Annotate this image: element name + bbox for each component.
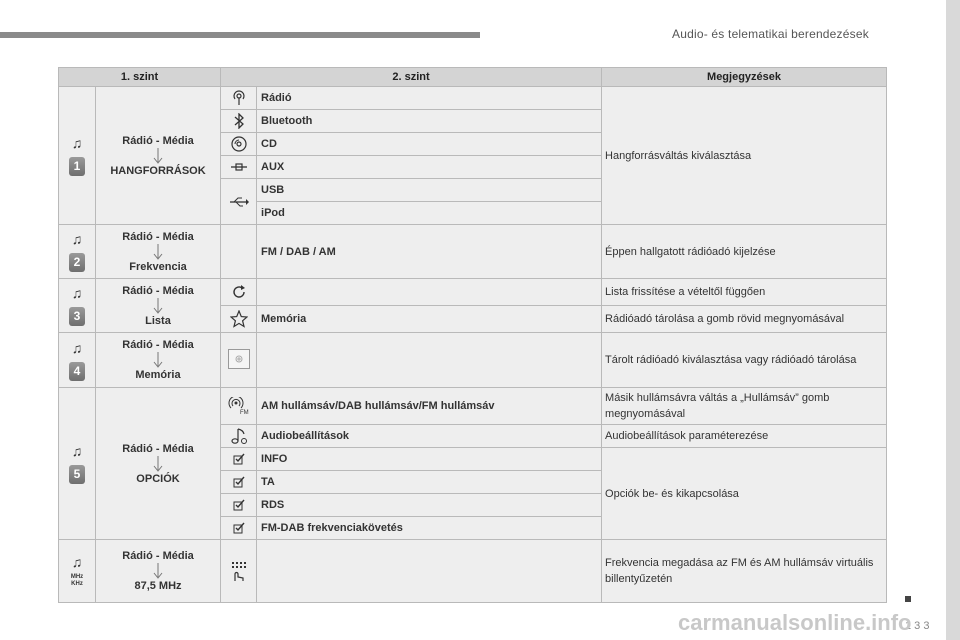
table-row bbox=[59, 87, 887, 110]
mhz-label: MHz bbox=[70, 574, 84, 580]
note-current-station: Éppen hallgatott rádióadó kijelzése bbox=[602, 225, 887, 279]
group-3-marker bbox=[59, 279, 96, 333]
note-source-switch: Hangforrásváltás kiválasztása bbox=[602, 87, 887, 225]
path-bottom: Lista bbox=[145, 314, 171, 327]
arrow-down-icon bbox=[153, 456, 163, 472]
step-badge-2: 2 bbox=[69, 253, 85, 272]
table-row bbox=[59, 225, 887, 279]
empty-label-cell bbox=[257, 333, 602, 388]
path-bottom: Frekvencia bbox=[129, 260, 187, 273]
page-bullet bbox=[905, 596, 911, 602]
menu-path-5 bbox=[96, 388, 221, 540]
checkbox-icon bbox=[221, 494, 257, 517]
source-ipod: iPod bbox=[257, 202, 602, 225]
arrow-down-icon bbox=[153, 298, 163, 314]
path-top: Rádió - Média bbox=[122, 550, 194, 562]
music-note-icon: ♫ bbox=[71, 554, 83, 570]
bluetooth-icon bbox=[221, 110, 257, 133]
table-header-row bbox=[59, 68, 887, 87]
menu-path-4 bbox=[96, 333, 221, 388]
step-badge-5: 5 bbox=[69, 465, 85, 484]
cd-icon bbox=[221, 133, 257, 156]
source-cd: CD bbox=[257, 133, 602, 156]
khz-label: KHz bbox=[71, 581, 83, 587]
note-frequency-entry: Frekvencia megadása az FM és AM hullámsáv virtuális billentyűzetén bbox=[602, 540, 887, 603]
note-band-switch: Másik hullámsávra váltás a „Hullámsáv” gomb megnyomásával bbox=[602, 388, 887, 425]
list-refresh-label bbox=[257, 279, 602, 306]
path-bottom: 87,5 MHz bbox=[134, 580, 182, 592]
option-fm-dab-tracking: FM-DAB frekvenciakövetés bbox=[257, 517, 602, 540]
menu-table bbox=[58, 67, 887, 603]
audio-settings-label: Audiobeállítások bbox=[257, 425, 602, 448]
note-list-refresh: Lista frissítése a vételtől függően bbox=[602, 279, 887, 306]
side-margin-bar bbox=[946, 0, 960, 640]
music-note-icon: ♫ bbox=[71, 231, 83, 247]
menu-path-6 bbox=[96, 540, 221, 603]
watermark: carmanualsonline.info bbox=[678, 610, 912, 635]
col-header-level2: 2. szint bbox=[221, 68, 602, 87]
aux-icon bbox=[221, 156, 257, 179]
path-top: Rádió - Média bbox=[122, 134, 194, 147]
path-top: Rádió - Média bbox=[122, 230, 194, 243]
note-options-toggle: Opciók be- és kikapcsolása bbox=[602, 448, 887, 540]
step-badge-4: 4 bbox=[69, 362, 85, 381]
col-header-level1: 1. szint bbox=[59, 68, 221, 87]
arrow-down-icon bbox=[153, 352, 163, 368]
col-header-notes: Megjegyzések bbox=[602, 68, 887, 87]
music-note-icon: ♫ bbox=[71, 285, 83, 301]
group-1-marker bbox=[59, 87, 96, 225]
path-bottom: Memória bbox=[135, 369, 181, 381]
note-memory-store: Rádióadó tárolása a gomb rövid megnyomásával bbox=[602, 306, 887, 333]
group-6-marker bbox=[59, 540, 96, 603]
group-5-marker bbox=[59, 388, 96, 540]
audio-settings-icon bbox=[221, 425, 257, 448]
table-row bbox=[59, 388, 887, 425]
arrow-down-icon bbox=[153, 244, 163, 260]
option-rds: RDS bbox=[257, 494, 602, 517]
path-bottom: OPCIÓK bbox=[136, 472, 180, 485]
arrow-down-icon bbox=[153, 148, 163, 164]
path-top: Rádió - Média bbox=[122, 284, 194, 297]
music-note-icon: ♫ bbox=[71, 339, 83, 356]
source-aux: AUX bbox=[257, 156, 602, 179]
source-bluetooth: Bluetooth bbox=[257, 110, 602, 133]
empty-label-cell bbox=[257, 540, 602, 603]
step-badge-3: 3 bbox=[69, 307, 85, 326]
checkbox-icon bbox=[221, 471, 257, 494]
table-row bbox=[59, 540, 887, 603]
refresh-icon bbox=[221, 279, 257, 306]
source-radio: Rádió bbox=[257, 87, 602, 110]
memory-label: Memória bbox=[257, 306, 602, 333]
checkbox-icon bbox=[221, 448, 257, 471]
path-bottom: HANGFORRÁSOK bbox=[110, 164, 206, 177]
fm-icon bbox=[221, 388, 257, 425]
page-header-title: Audio- és telematikai berendezések bbox=[672, 27, 869, 41]
menu-path-2 bbox=[96, 225, 221, 279]
empty-icon-cell bbox=[221, 225, 257, 279]
page-number: 1 3 3 bbox=[905, 620, 930, 632]
radio-icon bbox=[221, 87, 257, 110]
table-row bbox=[59, 279, 887, 306]
keypad-icon bbox=[221, 540, 257, 603]
band-label: FM / DAB / AM bbox=[257, 225, 602, 279]
source-usb: USB bbox=[257, 179, 602, 202]
path-top: Rádió - Média bbox=[122, 442, 194, 455]
arrow-down-icon bbox=[153, 563, 163, 579]
menu-path-3 bbox=[96, 279, 221, 333]
band-switch-label: AM hullámsáv/DAB hullámsáv/FM hullámsáv bbox=[257, 388, 602, 425]
note-stored-station: Tárolt rádióadó kiválasztása vagy rádióadó tárolása bbox=[602, 333, 887, 388]
svg-text:FM: FM bbox=[239, 410, 249, 415]
menu-path-1 bbox=[96, 87, 221, 225]
star-icon bbox=[221, 306, 257, 333]
table-row bbox=[59, 333, 887, 388]
checkbox-icon bbox=[221, 517, 257, 540]
music-note-icon: ♫ bbox=[71, 443, 83, 459]
option-ta: TA bbox=[257, 471, 602, 494]
usb-icon bbox=[221, 179, 257, 225]
music-note-icon: ♫ bbox=[71, 135, 83, 151]
option-info: INFO bbox=[257, 448, 602, 471]
group-4-marker bbox=[59, 333, 96, 388]
note-audio-settings: Audiobeállítások paraméterezése bbox=[602, 425, 887, 448]
header-bar bbox=[0, 32, 480, 38]
preset-box-icon bbox=[221, 333, 257, 388]
step-badge-1: 1 bbox=[69, 157, 85, 176]
group-2-marker bbox=[59, 225, 96, 279]
path-top: Rádió - Média bbox=[122, 339, 194, 351]
